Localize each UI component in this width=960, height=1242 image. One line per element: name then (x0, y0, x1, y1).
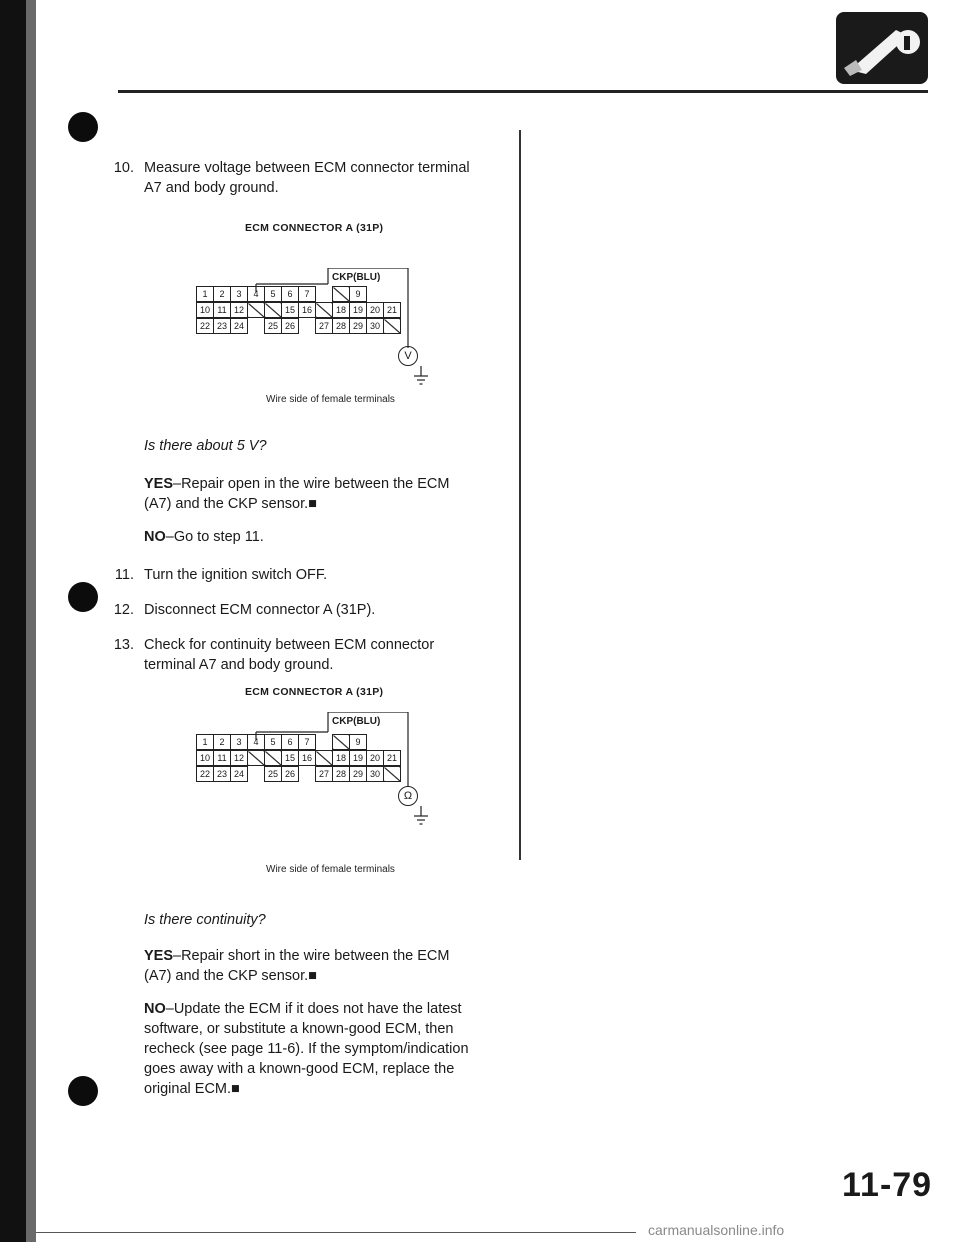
pin: 12 (231, 303, 248, 318)
pin: 15 (282, 303, 299, 318)
pin: 19 (350, 303, 367, 318)
pin-unused (333, 287, 350, 302)
yes-text-line2: (A7) and the CKP sensor.■ (144, 968, 317, 984)
ohmmeter-icon (398, 786, 418, 806)
pin: 3 (231, 287, 248, 302)
punch-hole-2 (68, 582, 98, 612)
punch-hole-1 (68, 112, 98, 142)
diagram-title: ECM CONNECTOR A (31P) (245, 222, 384, 234)
pin: 4 (248, 735, 265, 750)
pin: 24 (231, 319, 248, 334)
pin: 24 (231, 767, 248, 782)
diagram-caption: Wire side of female terminals (266, 394, 395, 405)
yes-text: –Repair short in the wire between the ECM (173, 948, 450, 964)
pin-grid (196, 766, 401, 782)
ground-icon (412, 806, 430, 826)
yes-text: –Repair open in the wire between the ECM (173, 476, 450, 492)
wire-color-label: CKP(BLU) (332, 272, 381, 283)
pin: 11 (214, 303, 231, 318)
pin-unused (384, 767, 401, 782)
pin-gap (248, 319, 265, 334)
answer-yes-1 (144, 474, 514, 514)
pin: 21 (384, 303, 401, 318)
pin: 25 (265, 319, 282, 334)
pin: 22 (197, 319, 214, 334)
diagram-caption: Wire side of female terminals (266, 864, 395, 875)
pin-grid (196, 734, 367, 750)
page-edge-shadow (26, 0, 36, 1242)
pin: 2 (214, 287, 231, 302)
pin: 11 (214, 751, 231, 766)
step-text-line: Measure voltage between ECM connector terminal (144, 160, 470, 176)
pin: 9 (350, 287, 367, 302)
pin: 6 (282, 735, 299, 750)
pin: 29 (350, 767, 367, 782)
pin: 26 (282, 767, 299, 782)
step-number: 12. (113, 602, 134, 618)
header-rule (118, 90, 928, 93)
pin: 1 (197, 287, 214, 302)
pin: 29 (350, 319, 367, 334)
yes-text-line2: (A7) and the CKP sensor.■ (144, 496, 317, 512)
pin: 7 (299, 735, 316, 750)
pin-gap (248, 767, 265, 782)
no-text-line: recheck (see page 11-6). If the symptom/indication (144, 1041, 469, 1057)
pin-unused (384, 319, 401, 334)
pin: 6 (282, 287, 299, 302)
voltmeter-icon (398, 346, 418, 366)
pin: 1 (197, 735, 214, 750)
answer-no-1 (144, 527, 264, 547)
pin: 18 (333, 751, 350, 766)
pin-unused (316, 303, 333, 318)
pin: 16 (299, 751, 316, 766)
pin: 10 (197, 751, 214, 766)
yes-label: YES (144, 948, 174, 964)
pin: 10 (197, 303, 214, 318)
pin-gap (316, 287, 333, 302)
fuel-system-icon (836, 12, 928, 84)
pin: 19 (350, 751, 367, 766)
pin: 3 (231, 735, 248, 750)
bottom-rule (36, 1232, 636, 1233)
step-text-line: A7 and body ground. (144, 180, 279, 196)
pin: 26 (282, 319, 299, 334)
pin: 23 (214, 319, 231, 334)
ground-icon (412, 366, 430, 386)
ecm-connector-diagram (196, 712, 436, 812)
no-text-line: goes away with a known-good ECM, replace the (144, 1061, 455, 1077)
page-number: 11-79 (842, 1166, 933, 1204)
pin: 5 (265, 287, 282, 302)
pin: 18 (333, 303, 350, 318)
pin-gap (299, 319, 316, 334)
pin: 28 (333, 319, 350, 334)
step-number: 10. (113, 160, 134, 176)
pin: 22 (197, 767, 214, 782)
punch-hole-3 (68, 1076, 98, 1106)
pin: 20 (367, 751, 384, 766)
pin-gap (316, 735, 333, 750)
pin: 23 (214, 767, 231, 782)
pin-unused (265, 751, 282, 766)
pin-grid (196, 286, 367, 302)
meter-symbol: Ω (403, 790, 413, 802)
pin: 9 (350, 735, 367, 750)
pin: 21 (384, 751, 401, 766)
column-divider (519, 130, 521, 860)
pin: 5 (265, 735, 282, 750)
question-2: Is there continuity? (144, 912, 266, 928)
no-text: –Go to step 11. (165, 529, 264, 545)
yes-label: YES (144, 476, 174, 492)
page-edge-bar (0, 0, 26, 1242)
pin: 2 (214, 735, 231, 750)
question-1: Is there about 5 V? (144, 438, 267, 454)
pin: 30 (367, 319, 384, 334)
wire-color-label: CKP(BLU) (332, 716, 381, 727)
pin-unused (316, 751, 333, 766)
no-label: NO (144, 529, 166, 545)
pin: 28 (333, 767, 350, 782)
pin: 7 (299, 287, 316, 302)
pin-gap (299, 767, 316, 782)
pin: 20 (367, 303, 384, 318)
meter-symbol: V (404, 350, 412, 362)
answer-yes-2 (144, 946, 514, 986)
step-number: 13. (113, 637, 134, 653)
step-number: 11. (114, 567, 134, 583)
pin-unused (248, 303, 265, 318)
no-text-line: original ECM.■ (144, 1081, 240, 1097)
pin: 16 (299, 303, 316, 318)
pin-grid (196, 318, 401, 334)
diagram-title: ECM CONNECTOR A (31P) (245, 686, 384, 698)
pin-grid (196, 302, 401, 318)
step-text-line: Disconnect ECM connector A (31P). (144, 602, 376, 618)
no-label: NO (144, 1001, 166, 1017)
pin: 30 (367, 767, 384, 782)
step-text-line: terminal A7 and body ground. (144, 657, 334, 673)
pin-unused (333, 735, 350, 750)
pin: 27 (316, 319, 333, 334)
step-text-line: Turn the ignition switch OFF. (144, 567, 328, 583)
pin: 25 (265, 767, 282, 782)
pin-unused (248, 751, 265, 766)
answer-no-2 (144, 999, 514, 1099)
pin: 4 (248, 287, 265, 302)
pin-unused (265, 303, 282, 318)
pin: 12 (231, 751, 248, 766)
ecm-connector-diagram (196, 268, 436, 368)
watermark-text: carmanualsonline.info (648, 1222, 785, 1238)
pin: 27 (316, 767, 333, 782)
no-text-line: software, or substitute a known-good ECM, then (144, 1021, 454, 1037)
step-text-line: Check for continuity between ECM connector (144, 637, 435, 653)
no-text-line: –Update the ECM if it does not have the latest (165, 1001, 462, 1017)
pin-grid (196, 750, 401, 766)
pin: 15 (282, 751, 299, 766)
